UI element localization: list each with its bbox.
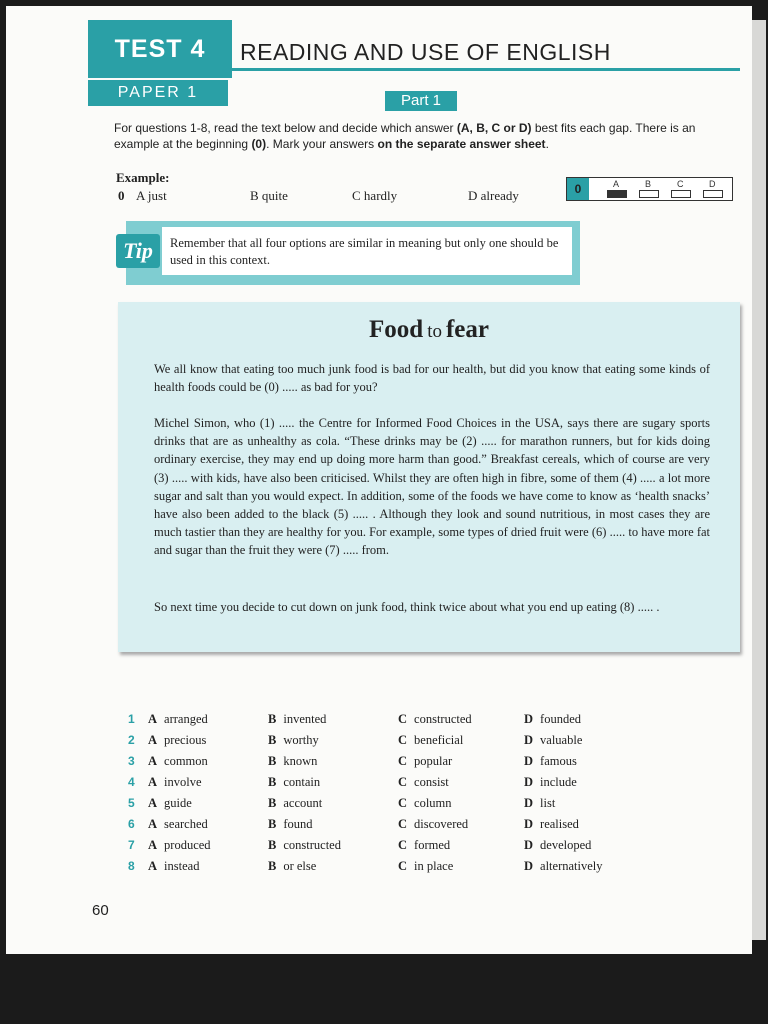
option-text: instead [164, 859, 200, 873]
question-number: 8 [128, 859, 135, 873]
grid-letter-d: D [709, 179, 716, 189]
tip-box [126, 221, 580, 285]
option-letter: C [352, 188, 361, 203]
option-text: found [283, 817, 313, 831]
example-number [118, 188, 125, 204]
example-option-d [468, 188, 519, 204]
option-text: popular [414, 754, 453, 768]
option-a: A guide [148, 796, 192, 810]
option-a: A produced [148, 838, 211, 852]
question-number: 2 [128, 733, 135, 747]
option-text: or else [283, 859, 317, 873]
question-number: 3 [128, 754, 135, 768]
option-b: B worthy [268, 733, 319, 747]
question-number: 7 [128, 838, 135, 852]
option-c: C constructed [398, 712, 472, 726]
option-a: A precious [148, 733, 207, 747]
option-text: consist [414, 775, 449, 789]
option-text: common [164, 754, 208, 768]
question-number: 6 [128, 817, 135, 831]
option-letter: B [250, 188, 259, 203]
option-text: precious [164, 733, 207, 747]
grid-box-d [703, 190, 723, 198]
question-row-8 [128, 859, 648, 879]
grid-letter-a: A [613, 179, 620, 189]
page-edge [752, 20, 766, 940]
instructions-bold: on the separate answer sheet [377, 137, 546, 151]
question-number: 5 [128, 796, 135, 810]
question-number: 1 [128, 712, 135, 726]
title-word: fear [445, 316, 489, 343]
tip-text: Remember that all four options are similar in meaning but only one should be used in this context. [170, 236, 559, 267]
instructions-bold: (A, B, C or D) [456, 121, 532, 135]
option-d: D valuable [524, 733, 583, 747]
option-c: C beneficial [398, 733, 464, 747]
question-row-4 [128, 775, 648, 795]
example-label: Example: [116, 170, 170, 185]
option-a: A searched [148, 817, 208, 831]
option-c: C consist [398, 775, 449, 789]
option-a: A involve [148, 775, 202, 789]
question-row-2 [128, 733, 648, 753]
option-text: known [283, 754, 318, 768]
option-b: B constructed [268, 838, 341, 852]
section-title: READING AND USE OF ENGLISH [240, 39, 611, 65]
article-paragraph-2: Michel Simon, who (1) ..... the Centre for Informed Food Choices in the USA, says there are sugary sports drinks that are as unhealthy as cola. “These drinks may be (2) ..... for marathon runners, but for kids doing ordinary exercise, they may end up doing more harm than good.” Breakfast cereals, which of course are very (3) ..... with kids, have also been criticised. Whilst they are often high in fibre, some of them (4) ..... a lot more sugar and salt than you would expect. In addition, some of the foods we have come to know as ‘health snacks’ have also been added to the black (5) ..... . Although they look and sound nutritious, in most cases they are much tastier than they are healthy for you. For example, some types of dried fruit were (6) ..... to have more fat and sugar than the fruit they were (7) ..... from. [154, 416, 710, 558]
option-text: contain [283, 775, 321, 789]
option-b: B contain [268, 775, 321, 789]
grid-box-c [671, 190, 691, 198]
title-word: to [427, 321, 442, 342]
question-row-5 [128, 796, 648, 816]
example-number-text: 0 [118, 188, 125, 203]
option-c: C column [398, 796, 452, 810]
option-text: constructed [283, 838, 341, 852]
grid-letter-b: B [645, 179, 652, 189]
option-c: C in place [398, 859, 454, 873]
option-text: column [414, 796, 452, 810]
article-title [118, 316, 740, 344]
option-text: produced [164, 838, 211, 852]
option-text: guide [164, 796, 192, 810]
option-text: account [283, 796, 323, 810]
example-option-c [352, 188, 397, 204]
option-text: just [147, 188, 167, 203]
scan-background [0, 955, 768, 1024]
option-text: invented [283, 712, 327, 726]
option-text: realised [540, 817, 579, 831]
option-d: D list [524, 796, 556, 810]
question-row-6 [128, 817, 648, 837]
option-a: A instead [148, 859, 200, 873]
tip-inner [162, 227, 572, 275]
page-number: 60 [92, 902, 109, 919]
option-text: founded [540, 712, 581, 726]
option-text: quite [261, 188, 288, 203]
instructions-text: best fits each gap. There is an example at the beginning [114, 121, 696, 151]
instructions-bold: (0) [251, 137, 267, 151]
option-d: D realised [524, 817, 579, 831]
tip-badge-icon: Tip [116, 234, 160, 268]
option-d: D include [524, 775, 577, 789]
book-page [6, 6, 752, 954]
option-b: B invented [268, 712, 327, 726]
option-b: B known [268, 754, 318, 768]
option-d: D famous [524, 754, 577, 768]
option-d: D founded [524, 712, 581, 726]
example-option-a [136, 188, 167, 204]
part-badge: Part 1 [385, 91, 457, 111]
option-text: in place [414, 859, 454, 873]
option-d: D developed [524, 838, 592, 852]
option-text: arranged [164, 712, 208, 726]
option-text: include [540, 775, 577, 789]
grid-box-a-marked [607, 190, 627, 198]
option-c: C discovered [398, 817, 469, 831]
option-letter: A [136, 188, 145, 203]
example-option-b [250, 188, 288, 204]
option-text: hardly [363, 188, 398, 203]
article-paragraph-3: So next time you decide to cut down on junk food, think twice about what you end up eating (8) ..... . [154, 600, 660, 614]
question-row-3 [128, 754, 648, 774]
option-b: B found [268, 817, 313, 831]
option-letter: D [468, 188, 478, 203]
option-text: famous [540, 754, 577, 768]
instructions [114, 120, 734, 152]
option-text: alternatively [540, 859, 603, 873]
option-text: list [540, 796, 556, 810]
instructions-text: For questions 1-8, read the text below and decide which answer [114, 121, 457, 135]
option-text: already [480, 188, 519, 203]
option-text: discovered [414, 817, 469, 831]
instructions-text: . [545, 137, 549, 151]
option-text: involve [164, 775, 202, 789]
option-text: beneficial [414, 733, 464, 747]
question-row-7 [128, 838, 648, 858]
test-label: TEST 4 [88, 20, 232, 78]
title-word: Food [369, 316, 424, 343]
option-text: constructed [414, 712, 472, 726]
option-d: D alternatively [524, 859, 603, 873]
option-c: C popular [398, 754, 453, 768]
example-answer-grid [566, 177, 733, 201]
option-a: A arranged [148, 712, 208, 726]
header-rule [228, 68, 740, 71]
grid-letter-c: C [677, 179, 684, 189]
option-text: worthy [283, 733, 319, 747]
article-paragraph-1: We all know that eating too much junk food is bad for our health, but did you know that eating some kinds of health foods could be (0) ..... as bad for you? [154, 362, 710, 395]
option-c: C formed [398, 838, 451, 852]
instructions-text: . Mark your answers [266, 137, 378, 151]
option-b: B account [268, 796, 323, 810]
option-text: searched [164, 817, 208, 831]
option-a: A common [148, 754, 208, 768]
option-text: developed [540, 838, 592, 852]
option-text: valuable [540, 733, 583, 747]
reading-text-panel [118, 302, 740, 652]
question-row-1 [128, 712, 648, 732]
option-text: formed [414, 838, 451, 852]
paper-label: PAPER 1 [88, 80, 228, 106]
grid-box-b [639, 190, 659, 198]
option-b: B or else [268, 859, 317, 873]
grid-number: 0 [567, 178, 589, 200]
question-number: 4 [128, 775, 135, 789]
